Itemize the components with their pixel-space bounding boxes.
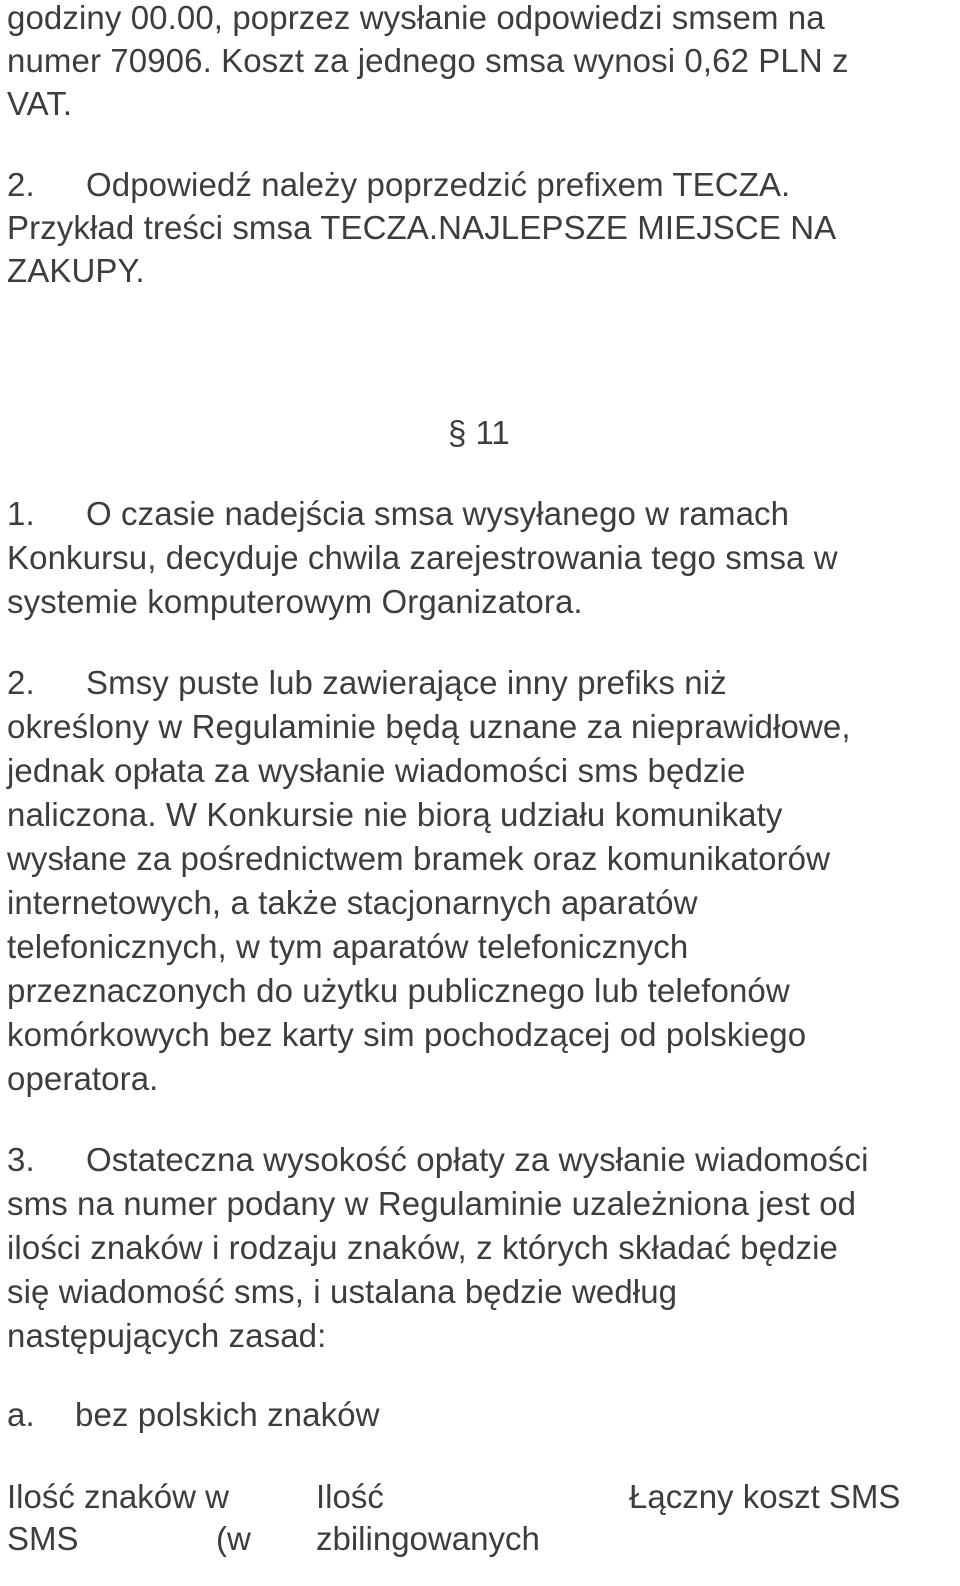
paragraph-line: jednak opłata za wysłanie wiadomości sms będzie [7,752,746,789]
paragraph-line: ZAKUPY. [7,252,145,289]
list-item [7,163,790,207]
paragraph-line: VAT. [7,85,73,122]
paragraph-line: określony w Regulaminie będą uznane za nieprawidłowe, [7,708,851,745]
paragraph-line: telefonicznych, w tym aparatów telefonicznych [7,928,689,965]
paragraph-line: się wiadomość sms, i ustalana będzie według [7,1273,678,1310]
table-header-cell: SMS [7,1520,79,1557]
list-item-text: Ostateczna wysokość opłaty za wysłanie wiadomości [86,1141,869,1178]
paragraph-line: ilości znaków i rodzaju znaków, z których składać będzie [7,1229,838,1266]
list-item-number: 3. [7,1141,35,1178]
table-header-cell: Ilość [316,1478,384,1515]
paragraph-line: Przykład treści smsa TECZA.NAJLEPSZE MIEJSCE NA [7,209,837,246]
list-item-text: Smsy puste lub zawierające inny prefiks niż [86,664,727,701]
paragraph-line: sms na numer podany w Regulaminie uzależniona jest od [7,1185,857,1222]
paragraph-line: godziny 00.00, poprzez wysłanie odpowiedzi smsem na [7,0,825,36]
paragraph-line: wysłane za pośrednictwem bramek oraz komunikatorów [7,840,831,877]
list-item-number: 1. [7,495,35,532]
section-heading: § 11 [448,414,510,451]
list-item-number: 2. [7,166,35,203]
sub-list-item [7,1393,380,1437]
paragraph-line: komórkowych bez karty sim pochodzącej od polskiego [7,1016,807,1053]
paragraph-line: systemie komputerowym Organizatora. [7,583,583,620]
list-item-text: O czasie nadejścia smsa wysyłanego w ramach [86,495,790,532]
table-header-cell: Ilość znaków w [7,1478,229,1515]
sub-list-letter: a. [7,1396,35,1433]
paragraph-line: internetowych, a także stacjonarnych aparatów [7,884,698,921]
paragraph-line: naliczona. W Konkursie nie biorą udziału komunikaty [7,796,783,833]
paragraph-line: numer 70906. Koszt za jednego smsa wynosi 0,62 PLN z [7,42,849,79]
table-header-cell: zbilingowanych [316,1520,540,1557]
paragraph-line: Konkursu, decyduje chwila zarejestrowania tego smsa w [7,539,838,576]
paragraph-line: przeznaczonych do użytku publicznego lub telefonów [7,972,790,1009]
list-item-text: Odpowiedź należy poprzedzić prefixem TECZA. [86,166,791,203]
list-item [7,1138,869,1182]
list-item [7,661,727,705]
paragraph-line: następujących zasad: [7,1317,327,1354]
list-item [7,492,789,536]
paragraph-line: operatora. [7,1060,159,1097]
table-header-cell: (w [216,1520,251,1557]
list-item-number: 2. [7,664,35,701]
table-header-cell: Łączny koszt SMS [629,1478,901,1515]
sub-list-text: bez polskich znaków [75,1396,380,1433]
